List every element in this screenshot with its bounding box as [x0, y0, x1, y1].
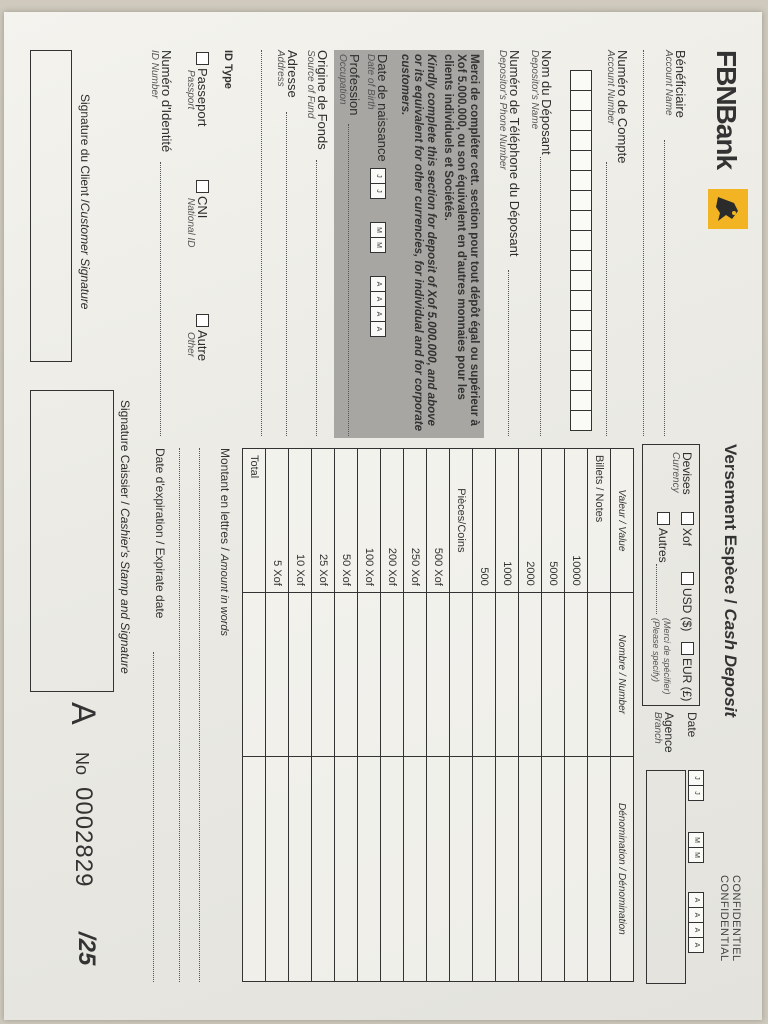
note-500: 500 [473, 449, 496, 593]
coin-250: 250 Xof [404, 449, 427, 593]
branch-label: Agence [662, 712, 676, 753]
dob-label: Date de naissance [375, 54, 390, 162]
address-label-en: Address [275, 50, 286, 87]
count-cell[interactable] [289, 592, 312, 756]
client-signature-label: Signature du Client /Customer Signature [78, 94, 92, 310]
profession-label-en: Occupation [337, 54, 348, 105]
count-cell[interactable] [312, 592, 335, 756]
depositor-phone-label-en: Depositor's Phone Number [497, 50, 508, 170]
cashier-signature-box[interactable] [30, 390, 114, 692]
coins-section-label: Pièces/Coins [450, 449, 473, 593]
currency-usd-option[interactable]: USD ($) [680, 572, 694, 631]
id-cni-option[interactable]: CNI [195, 180, 210, 218]
count-cell[interactable] [542, 592, 565, 756]
header-number: Nombre / Number [611, 592, 634, 756]
note-1000: 1000 [496, 449, 519, 593]
total-label: Total [243, 449, 266, 593]
amount-in-words-label: Montant en lettres / Amount in words [218, 448, 232, 637]
id-number-label-en: ID Number [149, 50, 160, 99]
amount-cell[interactable] [335, 756, 358, 981]
amount-cell[interactable] [266, 756, 289, 981]
source-of-funds-field[interactable] [316, 160, 317, 436]
currency-label: Devises [680, 452, 694, 495]
deposit-slip-paper [4, 12, 762, 1020]
table-row [312, 449, 335, 982]
table-row [289, 449, 312, 982]
header-denomination: Dénomination / Dénomination [611, 756, 634, 981]
notes-section-label: Billets / Notes [588, 449, 611, 593]
id-number-label: Numéro d'Identité [159, 50, 174, 153]
expiry-date-label: Date d'expiration / Expirate date [153, 448, 167, 619]
count-cell[interactable] [519, 592, 542, 756]
table-row [358, 449, 381, 982]
depositor-phone-label: Numéro de Téléphone du Déposant [507, 50, 522, 257]
table-row [404, 449, 427, 982]
branch-label-en: Branch [652, 712, 663, 744]
address-label: Adresse [285, 50, 300, 98]
eur-checkbox[interactable] [681, 642, 694, 655]
coin-200: 200 Xof [381, 449, 404, 593]
serial-letter: A [64, 702, 102, 725]
serial-suffix: /25 [73, 932, 100, 966]
client-signature-box[interactable] [30, 50, 72, 362]
depositor-phone-field[interactable] [508, 270, 509, 436]
count-cell[interactable] [404, 592, 427, 756]
coin-10: 10 Xof [289, 449, 312, 593]
bank-logo-icon [708, 189, 748, 229]
depositor-name-label: Nom du Déposant [539, 50, 554, 155]
amount-cell[interactable] [542, 756, 565, 981]
id-other-label-en: Other [185, 332, 196, 358]
serial-number-label: No [72, 752, 92, 776]
table-row [565, 449, 588, 982]
id-passport-option[interactable]: Passeport [195, 52, 210, 127]
total-count-cell[interactable] [243, 592, 266, 756]
serial-number: 0002829 [70, 787, 97, 888]
currency-eur-option[interactable]: EUR (£) [680, 642, 694, 701]
other-currency-checkbox[interactable] [657, 512, 670, 525]
table-row [427, 449, 450, 982]
table-row [542, 449, 565, 982]
other-id-checkbox[interactable] [196, 314, 209, 327]
amount-in-words-field-line2[interactable] [179, 448, 180, 982]
branch-field[interactable] [646, 770, 686, 984]
table-row [473, 449, 496, 982]
id-type-label: ID Type [222, 50, 234, 89]
cash-deposit-form [10, 12, 762, 1016]
count-cell[interactable] [473, 592, 496, 756]
coin-5: 5 Xof [266, 449, 289, 593]
date-day-boxes[interactable]: J J [688, 770, 704, 801]
count-cell[interactable] [565, 592, 588, 756]
corporate-notice-fr: Merci de compléter cett. section pour tout dépôt égal ou supérieur à Xof 5.000.000, ou son équivalent en d'autres monnaies pour les clients individuels et Sociétés. [442, 54, 480, 426]
table-row [335, 449, 358, 982]
address-field-line2[interactable] [261, 50, 262, 436]
id-passport-label-en: Passport [185, 70, 196, 110]
dob-month-boxes[interactable]: M M [370, 222, 386, 253]
form-title: Versement Espèce / Cash Deposit [721, 444, 740, 718]
table-header-row [611, 449, 634, 982]
amount-cell[interactable] [565, 756, 588, 981]
count-cell[interactable] [496, 592, 519, 756]
cashier-signature-label: Signature Caissier / Cashier's Stamp and Signature [118, 400, 132, 674]
please-specify-note-en: (Please specify) [651, 618, 661, 683]
please-specify-note-fr: (Merci de spécifier) [662, 618, 672, 695]
corporate-notice-en: Kindly complete this section for deposit of Xof 5.000.000, and above or its equivalent for other currencies, for individual and for corporate customers. [399, 54, 437, 432]
id-other-option[interactable]: Autre [195, 314, 210, 361]
count-cell[interactable] [358, 592, 381, 756]
coin-500: 500 Xof [427, 449, 450, 593]
currency-other-option[interactable]: Autres [656, 512, 670, 563]
profession-label: Profession [347, 54, 362, 116]
dob-day-boxes[interactable]: J J [370, 168, 386, 199]
amount-cell[interactable] [496, 756, 519, 981]
profession-field[interactable] [348, 124, 349, 436]
expiry-date-field[interactable] [153, 652, 154, 982]
dob-year-boxes[interactable]: A A A A [370, 276, 386, 337]
amount-cell[interactable] [289, 756, 312, 981]
table-row [450, 449, 473, 982]
date-month-boxes[interactable]: M M [688, 832, 704, 863]
table-row [266, 449, 289, 982]
beneficiary-field-line2[interactable] [643, 50, 644, 436]
currency-xof-option[interactable]: Xof [680, 512, 694, 546]
date-label: Date [685, 712, 699, 738]
id-number-field[interactable] [160, 162, 161, 436]
count-cell[interactable] [427, 592, 450, 756]
date-year-boxes[interactable]: A A A A [688, 892, 704, 953]
header-value: Valeur / Value [611, 449, 634, 593]
amount-cell[interactable] [381, 756, 404, 981]
count-cell[interactable] [335, 592, 358, 756]
amount-cell[interactable] [358, 756, 381, 981]
note-10000: 10000 [565, 449, 588, 593]
confidential-label-en: CONFIDENTIAL [718, 875, 730, 962]
table-row-total [243, 449, 266, 982]
account-number-label: Numéro de Compte [615, 50, 630, 164]
source-of-funds-label: Origine de Fonds [315, 50, 330, 150]
note-2000: 2000 [519, 449, 542, 593]
cni-checkbox[interactable] [196, 180, 209, 193]
bank-logo-text: FBNBank [711, 50, 742, 170]
count-cell[interactable] [381, 592, 404, 756]
beneficiary-label-en: Account Name [663, 50, 674, 116]
amount-cell[interactable] [404, 756, 427, 981]
coin-100: 100 Xof [358, 449, 381, 593]
count-cell[interactable] [266, 592, 289, 756]
amount-cell[interactable] [519, 756, 542, 981]
confidential-label-fr: CONFIDENTIEL [730, 875, 742, 962]
account-number-field[interactable] [606, 162, 607, 436]
amount-in-words-field[interactable] [199, 448, 200, 982]
depositor-name-field[interactable] [540, 157, 541, 436]
coin-50: 50 Xof [335, 449, 358, 593]
xof-checkbox[interactable] [681, 512, 694, 525]
table-row [519, 449, 542, 982]
usd-checkbox[interactable] [681, 572, 694, 585]
beneficiary-label: Bénéficiaire [673, 50, 688, 118]
address-field[interactable] [286, 112, 287, 436]
table-row [588, 449, 611, 982]
depositor-name-label-en: Depositor's Name [529, 50, 540, 130]
dob-label-en: Date of Birth [365, 54, 376, 110]
cash-breakdown-table [242, 448, 634, 982]
coin-25: 25 Xof [312, 449, 335, 593]
amount-cell[interactable] [427, 756, 450, 981]
amount-cell[interactable] [312, 756, 335, 981]
id-cni-label-en: National ID [185, 198, 196, 248]
beneficiary-field[interactable] [664, 140, 665, 436]
table-row [496, 449, 519, 982]
source-of-funds-label-en: Source of Fund [305, 50, 316, 119]
total-amount-cell[interactable] [243, 756, 266, 981]
note-5000: 5000 [542, 449, 565, 593]
currency-label-en: Currency [670, 452, 681, 493]
amount-cell[interactable] [473, 756, 496, 981]
table-row [381, 449, 404, 982]
account-number-label-en: Account Number [605, 50, 616, 125]
other-currency-field[interactable] [656, 564, 657, 614]
passport-checkbox[interactable] [196, 52, 209, 65]
account-number-boxes[interactable] [570, 70, 592, 431]
